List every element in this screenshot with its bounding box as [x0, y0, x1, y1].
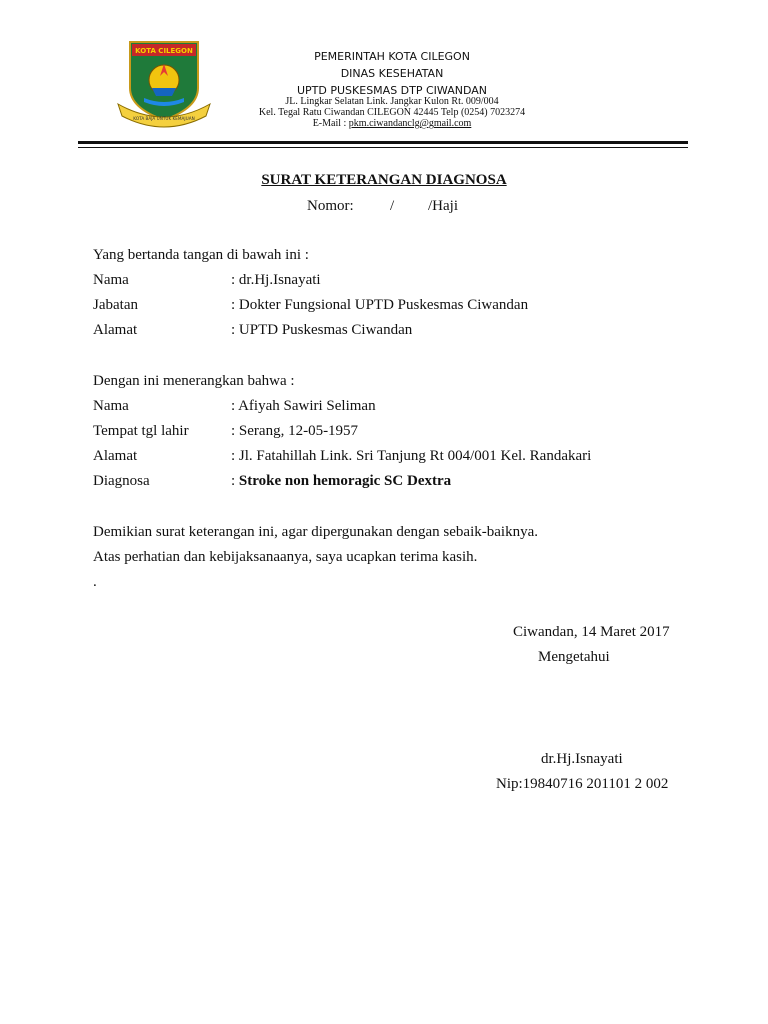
signature-place-date: Ciwandan, 14 Maret 2017	[513, 624, 670, 640]
letterhead-divider-thick	[78, 141, 688, 144]
patient-intro: Dengan ini menerangkan bahwa :	[93, 373, 295, 389]
logo-motto: KOTA BAJA UNTUK KEMAJUAN	[133, 116, 195, 121]
signer-name-value: : dr.Hj.Isnayati	[231, 272, 321, 288]
letterhead-line2: DINAS KESEHATAN	[340, 67, 444, 80]
letterhead-address2: Kel. Tegal Ratu Ciwandan CILEGON 42445 Telp (0254) 7023274	[258, 107, 526, 118]
closing-line2: Atas perhatian dan kebijaksanaanya, saya ucapkan terima kasih.	[93, 549, 478, 565]
patient-name-label: Nama	[93, 398, 129, 414]
email-link[interactable]: pkm.ciwandanclg@gmail.com	[348, 118, 472, 129]
patient-address-value: : Jl. Fatahillah Link. Sri Tanjung Rt 004/001 Kel. Randakari	[231, 448, 592, 464]
signer-address-value: : UPTD Puskesmas Ciwandan	[231, 322, 413, 338]
letterhead-line1: PEMERINTAH KOTA CILEGON	[314, 50, 470, 63]
letterhead-address1: JL. Lingkar Selatan Link. Jangkar Kulon Rt. 009/004	[285, 96, 499, 107]
letterhead-line3: UPTD PUSKESMAS DTP CIWANDAN	[297, 84, 487, 97]
patient-diagnosis-value	[231, 473, 451, 490]
patient-birth-value: : Serang, 12-05-1957	[231, 423, 359, 439]
closing-line1: Demikian surat keterangan ini, agar dipergunakan dengan sebaik-baiknya.	[93, 524, 538, 540]
patient-diagnosis-label: Diagnosa	[93, 473, 150, 489]
document-number-suffix: /Haji	[428, 198, 458, 214]
logo-name: KOTA CILEGON	[135, 47, 193, 55]
patient-address-label: Alamat	[93, 448, 138, 464]
kota-cilegon-logo	[114, 38, 214, 128]
closing-line3: .	[93, 574, 97, 590]
letterhead-email-line	[232, 118, 552, 129]
patient-name-value: : Afiyah Sawiri Seliman	[231, 398, 376, 414]
document-number-slash: /	[390, 198, 395, 214]
signer-address-label: Alamat	[93, 322, 138, 338]
signer-position-label: Jabatan	[93, 297, 138, 313]
signer-position-value: : Dokter Fungsional UPTD Puskesmas Ciwandan	[231, 297, 529, 313]
diagnosis-text: Stroke non hemoragic SC Dextra	[238, 473, 452, 489]
diagnosis-colon: :	[231, 473, 239, 489]
letterhead-divider-thin	[78, 147, 688, 148]
email-label: E-Mail :	[312, 118, 347, 129]
signer-intro: Yang bertanda tangan di bawah ini :	[93, 247, 309, 263]
signature-acknowledge: Mengetahui	[538, 649, 610, 665]
document-number-label: Nomor:	[307, 198, 354, 214]
signer-name-label: Nama	[93, 272, 129, 288]
signature-name: dr.Hj.Isnayati	[541, 751, 623, 767]
document-title: SURAT KETERANGAN DIAGNOSA	[261, 172, 507, 188]
signature-nip: Nip:19840716 201101 2 002	[496, 776, 669, 792]
patient-birth-label: Tempat tgl lahir	[93, 423, 189, 439]
